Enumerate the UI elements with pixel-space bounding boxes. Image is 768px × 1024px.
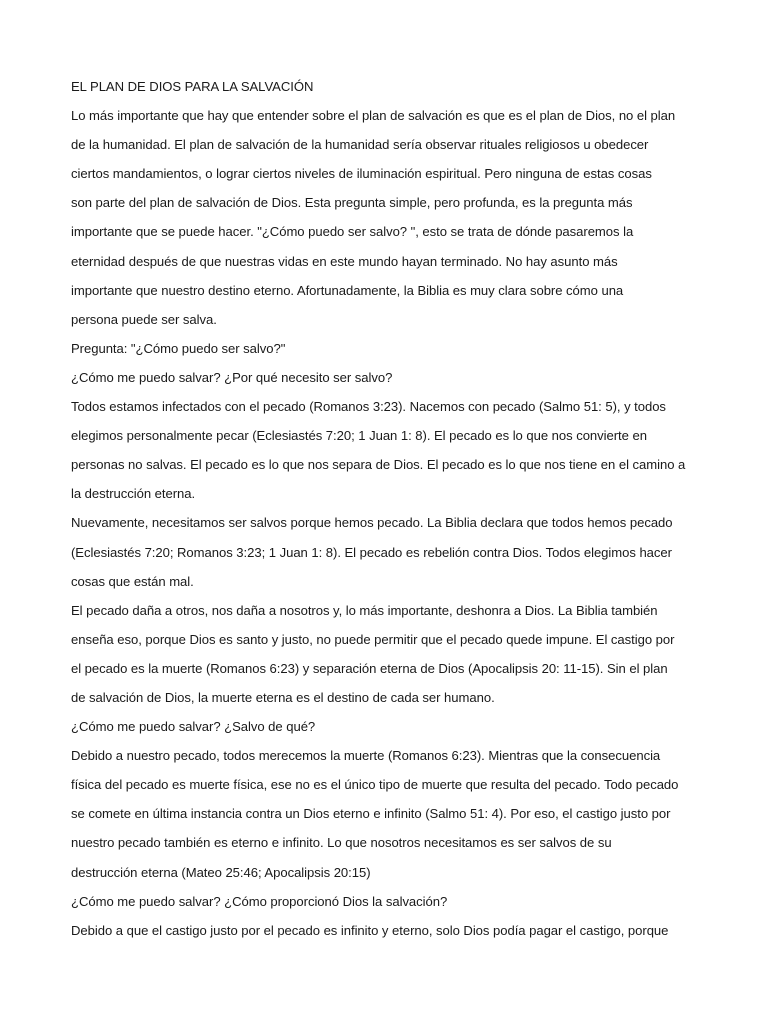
text-line: personas no salvas. El pecado es lo que nos separa de Dios. El pecado es lo que nos tiene en el camino a bbox=[71, 457, 686, 473]
text-line: el pecado es la muerte (Romanos 6:23) y separación eterna de Dios (Apocalipsis 20: 11-15). Sin el plan bbox=[71, 660, 668, 676]
text-line: se comete en última instancia contra un Dios eterno e infinito (Salmo 51: 4). Por eso, el castigo justo por bbox=[71, 806, 671, 822]
text-line: persona puede ser salva. bbox=[71, 311, 217, 327]
text-line: de la humanidad. El plan de salvación de la humanidad sería observar rituales religiosos u obedecer bbox=[71, 137, 649, 153]
text-line: elegimos personalmente pecar (Eclesiastés 7:20; 1 Juan 1: 8). El pecado es lo que nos convierte en bbox=[71, 428, 647, 444]
text-line: importante que se puede hacer. "¿Cómo puedo ser salvo? ", esto se trata de dónde pasaremos la bbox=[71, 224, 634, 240]
text-line: destrucción eterna (Mateo 25:46; Apocalipsis 20:15) bbox=[71, 864, 371, 880]
text-line: cosas que están mal. bbox=[71, 573, 194, 589]
section-heading: ¿Cómo me puedo salvar? ¿Salvo de qué? bbox=[71, 719, 316, 735]
text-line: El pecado daña a otros, nos daña a nosotros y, lo más importante, deshonra a Dios. La Biblia también bbox=[71, 602, 658, 618]
text-line: importante que nuestro destino eterno. Afortunadamente, la Biblia es muy clara sobre cómo una bbox=[71, 282, 624, 298]
text-line: Debido a que el castigo justo por el pecado es infinito y eterno, solo Dios podía pagar el castigo, porque bbox=[71, 922, 669, 938]
text-line: enseña eso, porque Dios es santo y justo, no puede permitir que el pecado quede impune. El castigo por bbox=[71, 631, 675, 647]
text-line: Lo más importante que hay que entender sobre el plan de salvación es que es el plan de Dios, no el plan bbox=[71, 108, 676, 124]
section-heading: ¿Cómo me puedo salvar? ¿Cómo proporcionó Dios la salvación? bbox=[71, 893, 448, 909]
text-line: de salvación de Dios, la muerte eterna es el destino de cada ser humano. bbox=[71, 689, 495, 705]
text-line: la destrucción eterna. bbox=[71, 486, 196, 502]
text-line: Debido a nuestro pecado, todos merecemos la muerte (Romanos 6:23). Mientras que la consecuencia bbox=[71, 748, 661, 764]
text-line: nuestro pecado también es eterno e infinito. Lo que nosotros necesitamos es ser salvos de su bbox=[71, 835, 612, 851]
text-line: ciertos mandamientos, o lograr ciertos niveles de iluminación espiritual. Pero ninguna de estas cosas bbox=[71, 166, 652, 182]
text-line: eternidad después de que nuestras vidas en este mundo hayan terminado. No hay asunto más bbox=[71, 253, 618, 269]
document-body bbox=[71, 72, 686, 945]
text-line: Pregunta: "¿Cómo puedo ser salvo?" bbox=[71, 340, 286, 356]
text-line: Nuevamente, necesitamos ser salvos porque hemos pecado. La Biblia declara que todos hemos pecado bbox=[71, 515, 673, 531]
text-line: son parte del plan de salvación de Dios. Esta pregunta simple, pero profunda, es la pregunta más bbox=[71, 195, 633, 211]
text-line: (Eclesiastés 7:20; Romanos 3:23; 1 Juan 1: 8). El pecado es rebelión contra Dios. Todos elegimos hacer bbox=[71, 544, 672, 560]
text-line: física del pecado es muerte física, ese no es el único tipo de muerte que resulta del pecado. Todo pecado bbox=[71, 777, 679, 793]
text-line: Todos estamos infectados con el pecado (Romanos 3:23). Nacemos con pecado (Salmo 51: 5), y todos bbox=[71, 399, 666, 415]
document-title: EL PLAN DE DIOS PARA LA SALVACIÓN bbox=[71, 79, 314, 94]
section-heading: ¿Cómo me puedo salvar? ¿Por qué necesito ser salvo? bbox=[71, 369, 393, 385]
